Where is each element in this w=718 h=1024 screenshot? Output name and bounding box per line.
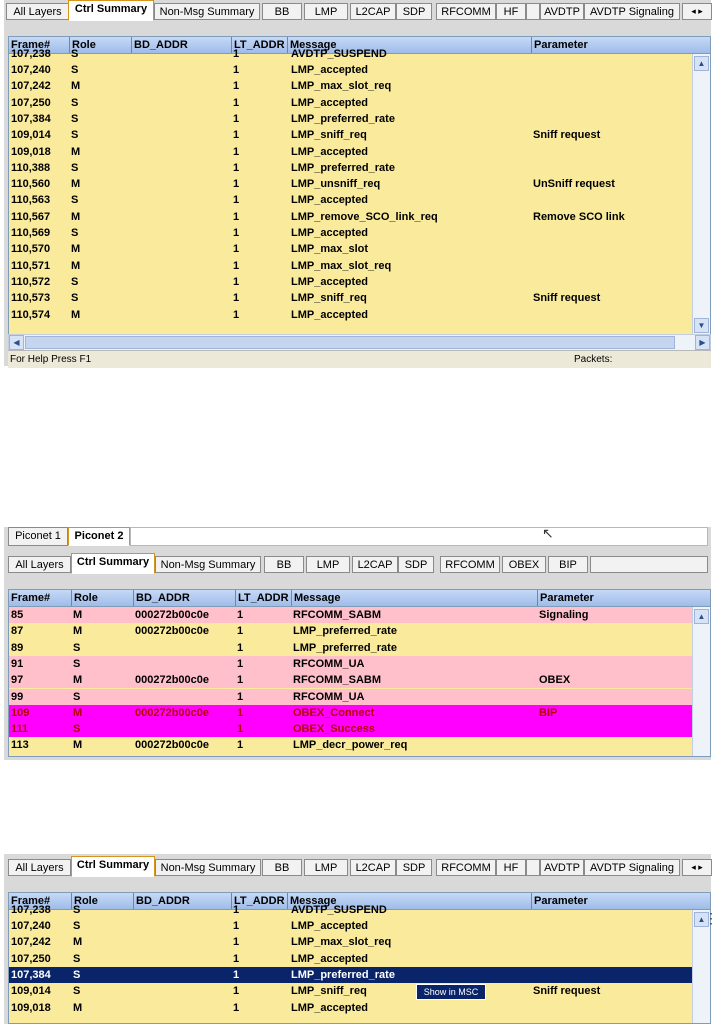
col-lt-addr[interactable]: LT_ADDR	[235, 590, 291, 606]
cell-frame: 85	[11, 609, 24, 621]
tab-rfcomm[interactable]: RFCOMM	[436, 859, 496, 876]
layer-tabs	[4, 856, 711, 878]
status-packets: Packets:	[574, 354, 613, 365]
cell-message: AVDTP_SUSPEND	[291, 48, 387, 60]
table-row[interactable]	[9, 241, 710, 257]
cell-message: LMP_preferred_rate	[293, 641, 397, 654]
table-row[interactable]	[9, 95, 710, 111]
vertical-scrollbar[interactable]	[692, 54, 710, 335]
cell-param: Sniff request	[533, 985, 601, 998]
cell-message: LMP_accepted	[291, 920, 369, 932]
cell-message: LMP_max_slot	[291, 243, 369, 256]
cell-bd: 000272b00c0e	[135, 739, 210, 752]
table-row[interactable]	[9, 127, 710, 143]
table-row[interactable]	[9, 737, 710, 753]
scroll-right-icon[interactable]: ▶	[695, 335, 710, 350]
cell-bd: 000272b00c0e	[135, 674, 210, 687]
cell-lt: 1	[233, 920, 240, 932]
cell-lt: 1	[233, 129, 240, 142]
cell-lt: 1	[233, 308, 240, 321]
cell-message: LMP_accepted	[291, 194, 369, 207]
cell-role: S	[73, 920, 81, 932]
cell-lt: 1	[233, 904, 240, 916]
cell-role: M	[71, 243, 81, 256]
cell-frame: 110,571	[11, 259, 51, 272]
cell-frame: 99	[11, 690, 24, 703]
col-role[interactable]: Role	[71, 893, 133, 909]
cell-frame: 89	[11, 641, 24, 654]
cell-role: S	[73, 657, 81, 670]
cell-role: M	[73, 625, 83, 638]
cell-param: BIP	[539, 706, 558, 719]
table-row[interactable]	[9, 623, 710, 639]
cell-frame: 87	[11, 625, 24, 638]
table-row[interactable]	[9, 290, 710, 306]
cell-frame: 107,240	[11, 64, 51, 76]
cell-message: LMP_max_slot_req	[291, 259, 392, 272]
tab-ctrl-summary[interactable]: Ctrl Summary	[71, 856, 155, 877]
cell-lt: 1	[233, 952, 240, 965]
cell-message: RFCOMM_UA	[293, 657, 365, 670]
tab-lmp[interactable]: LMP	[304, 859, 348, 876]
tab-lmp[interactable]: LMP	[304, 3, 348, 20]
cell-role: S	[71, 48, 79, 60]
capture-panel-1	[4, 0, 711, 366]
tab-l2cap[interactable]: L2CAP	[352, 556, 398, 573]
col-bd-addr[interactable]: BD_ADDR	[133, 590, 235, 606]
cell-frame: 107,384	[11, 112, 51, 125]
cell-role: S	[73, 641, 81, 654]
cell-role: M	[73, 706, 83, 719]
col-message[interactable]: Message	[291, 590, 537, 606]
tab-rfcomm[interactable]: RFCOMM	[436, 3, 496, 20]
cell-frame: 110,573	[11, 292, 51, 305]
cell-frame: 109	[11, 706, 30, 719]
table-row[interactable]	[9, 607, 710, 623]
tab-l2cap[interactable]: L2CAP	[350, 3, 396, 20]
status-bar	[8, 350, 711, 368]
tab-all-layers[interactable]: All Layers	[8, 859, 71, 876]
col-message[interactable]: Message	[287, 37, 531, 53]
cell-message: LMP_accepted	[291, 1001, 369, 1014]
cell-frame: 110,388	[11, 161, 51, 174]
scroll-down-icon[interactable]: ▼	[694, 318, 709, 333]
cell-frame: 109,014	[11, 129, 51, 142]
context-menu-show-in-msc[interactable]: Show in MSC	[416, 984, 486, 1000]
cell-role: S	[71, 194, 79, 207]
cell-frame: 110,569	[11, 227, 51, 239]
cell-role: M	[71, 210, 81, 223]
cell-message: LMP_max_slot_req	[291, 936, 392, 949]
tab-sdp[interactable]: SDP	[398, 556, 434, 573]
scroll-up-icon[interactable]: ▲	[694, 609, 709, 624]
tab-hf[interactable]: HF	[496, 859, 526, 876]
cell-frame: 107,240	[11, 920, 51, 932]
cell-lt: 1	[237, 657, 244, 670]
tab-ctrl-summary[interactable]: Ctrl Summary	[71, 553, 155, 574]
piconet-tabs	[4, 527, 711, 549]
col-frame[interactable]: Frame#	[11, 39, 51, 51]
table-row[interactable]	[9, 951, 710, 967]
tab-non-msg-summary[interactable]: Non-Msg Summary	[154, 3, 260, 20]
capture-panel-2	[4, 527, 711, 760]
cell-role: M	[71, 178, 81, 191]
table-header	[9, 590, 710, 607]
tab-rfcomm[interactable]: RFCOMM	[440, 556, 500, 573]
cell-role: S	[73, 904, 81, 916]
scroll-up-icon[interactable]: ▲	[694, 56, 709, 71]
cell-role: S	[73, 968, 81, 981]
cell-param: UnSniff request	[533, 178, 615, 191]
table-row-partial[interactable]	[9, 48, 710, 62]
cell-frame: 107,384	[11, 968, 51, 981]
cell-role: M	[71, 80, 81, 93]
col-parameter[interactable]: Parameter	[537, 590, 695, 606]
cell-lt: 1	[233, 210, 240, 223]
cell-message: LMP_accepted	[291, 275, 369, 288]
cell-frame: 113	[11, 739, 29, 752]
cell-lt: 1	[237, 706, 244, 719]
cell-lt: 1	[237, 739, 244, 752]
cell-frame: 107,242	[11, 936, 51, 949]
cell-lt: 1	[233, 194, 240, 207]
cell-frame: 97	[11, 674, 24, 687]
cell-message: LMP_accepted	[291, 308, 369, 321]
cell-role: M	[71, 259, 81, 272]
cell-lt: 1	[237, 674, 244, 687]
table-row[interactable]	[9, 225, 710, 241]
table-row[interactable]	[9, 78, 710, 94]
table-row[interactable]	[9, 934, 710, 950]
cell-lt: 1	[237, 690, 244, 703]
cell-role: S	[73, 690, 81, 703]
cell-param: Sniff request	[533, 129, 601, 142]
status-help-text: For Help Press F1	[10, 354, 92, 365]
tab-all-layers[interactable]: All Layers	[6, 3, 69, 20]
table-row[interactable]	[9, 1000, 710, 1016]
cell-message: LMP_preferred_rate	[291, 161, 395, 174]
tab-empty[interactable]	[590, 556, 708, 573]
cell-role: M	[73, 1001, 83, 1014]
cell-role: S	[71, 227, 79, 239]
table-row[interactable]	[9, 111, 710, 127]
cell-message: OBEX_Success	[293, 723, 375, 736]
cell-frame: 107,250	[11, 96, 51, 109]
tab-scroll-arrows[interactable]: ◂ ▸	[682, 859, 712, 876]
cell-lt: 1	[237, 723, 244, 736]
cell-lt: 1	[233, 968, 240, 981]
cell-message: LMP_unsniff_req	[291, 178, 381, 191]
scroll-thumb[interactable]	[25, 336, 675, 349]
tab-bb[interactable]: BB	[264, 556, 304, 573]
tab-piconet-1[interactable]: Piconet 1	[8, 527, 68, 546]
table-row[interactable]	[9, 176, 710, 192]
cell-lt: 1	[237, 609, 244, 621]
cell-message: LMP_decr_power_req	[293, 739, 408, 752]
cell-frame: 110,563	[11, 194, 51, 207]
cell-lt: 1	[233, 96, 240, 109]
frame-table	[8, 892, 711, 1024]
table-row[interactable]	[9, 209, 710, 225]
table-row[interactable]	[9, 62, 710, 78]
cell-frame: 110,572	[11, 275, 51, 288]
cell-frame: 109,018	[11, 1001, 51, 1014]
cell-role: M	[73, 739, 83, 752]
cell-message: LMP_accepted	[291, 64, 369, 76]
cell-param: Signaling	[539, 609, 589, 621]
cell-lt: 1	[233, 243, 240, 256]
cell-bd: 000272b00c0e	[135, 609, 210, 621]
col-lt-addr[interactable]: LT_ADDR	[231, 893, 287, 909]
tab-non-msg-summary[interactable]: Non-Msg Summary	[155, 556, 261, 573]
cell-message: LMP_preferred_rate	[291, 112, 395, 125]
tab-avdtp-signaling[interactable]: AVDTP Signaling	[584, 859, 680, 876]
cell-message: LMP_accepted	[291, 145, 369, 158]
col-parameter[interactable]: Parameter	[531, 893, 695, 909]
cell-role: S	[71, 292, 79, 305]
cell-lt: 1	[233, 145, 240, 158]
tab-sdp[interactable]: SDP	[396, 3, 432, 20]
table-row[interactable]	[9, 721, 710, 737]
table-row[interactable]	[9, 160, 710, 176]
table-row[interactable]	[9, 967, 710, 983]
cell-message: LMP_accepted	[291, 96, 369, 109]
cell-message: RFCOMM_SABM	[293, 609, 381, 621]
col-role[interactable]: Role	[71, 590, 133, 606]
cell-lt: 1	[233, 985, 240, 998]
tab-non-msg-summary[interactable]: Non-Msg Summary	[155, 859, 261, 876]
tab-piconet-2[interactable]: Piconet 2	[68, 527, 130, 546]
col-parameter[interactable]: Parameter	[531, 37, 695, 53]
cell-role: S	[71, 96, 79, 109]
cell-frame: 110,567	[11, 210, 51, 223]
col-role[interactable]: Role	[69, 37, 131, 53]
cell-message: RFCOMM_UA	[293, 690, 365, 703]
tab-bip[interactable]: BIP	[548, 556, 588, 573]
cell-role: M	[73, 609, 83, 621]
cell-lt: 1	[233, 48, 240, 60]
cell-frame: 107,250	[11, 952, 51, 965]
table-row[interactable]	[9, 705, 710, 721]
cell-lt: 1	[233, 161, 240, 174]
table-row[interactable]	[9, 144, 710, 160]
table-row[interactable]	[9, 689, 710, 705]
table-row[interactable]	[9, 274, 710, 290]
cell-role: M	[73, 936, 83, 949]
cell-message: LMP_preferred_rate	[293, 625, 397, 638]
cell-lt: 1	[233, 227, 240, 239]
cell-lt: 1	[233, 178, 240, 191]
piconet-tab-strip	[130, 527, 708, 546]
cell-message: OBEX_Connect	[293, 706, 375, 719]
cell-frame: 109,014	[11, 985, 51, 998]
cell-message: RFCOMM_SABM	[293, 674, 381, 687]
cell-role: S	[71, 275, 79, 288]
cell-lt: 1	[237, 625, 244, 638]
cell-frame: 110,560	[11, 178, 51, 191]
cell-role: M	[71, 308, 81, 321]
tab-avdtp-signaling[interactable]: AVDTP Signaling	[584, 3, 680, 20]
cell-lt: 1	[233, 936, 240, 949]
table-row[interactable]	[9, 258, 710, 274]
cell-lt: 1	[233, 1001, 240, 1014]
cell-message: LMP_sniff_req	[291, 985, 367, 998]
frame-table	[8, 36, 711, 336]
cell-message: LMP_max_slot_req	[291, 80, 392, 93]
table-row[interactable]	[9, 672, 710, 688]
table-row[interactable]	[9, 918, 710, 934]
cell-role: S	[71, 112, 79, 125]
cell-message: AVDTP_SUSPEND	[291, 904, 387, 916]
cell-role: S	[71, 129, 79, 142]
cell-lt: 1	[233, 80, 240, 93]
mouse-pointer-icon: ↖	[542, 525, 554, 541]
cell-lt: 1	[233, 292, 240, 305]
cell-lt: 1	[237, 641, 244, 654]
cell-message: LMP_accepted	[291, 227, 369, 239]
tab-bb[interactable]: BB	[262, 3, 302, 20]
cell-message: LMP_preferred_rate	[291, 968, 395, 981]
table-row[interactable]	[9, 640, 710, 656]
horizontal-scrollbar[interactable]	[8, 334, 711, 351]
tab-avdtp[interactable]: AVDTP	[540, 859, 584, 876]
cell-role: S	[73, 723, 81, 736]
col-lt-addr[interactable]: LT_ADDR	[231, 37, 287, 53]
cell-frame: 109,018	[11, 145, 51, 158]
table-row-partial[interactable]	[9, 904, 710, 918]
tab-scroll-arrows[interactable]: ◂ ▸	[682, 3, 712, 20]
table-row[interactable]	[9, 192, 710, 208]
tab-lmp[interactable]: LMP	[306, 556, 350, 573]
frame-table	[8, 589, 711, 757]
tab-all-layers[interactable]: All Layers	[8, 556, 71, 573]
tab-hf[interactable]: HF	[496, 3, 526, 20]
cell-frame: 107,238	[11, 904, 51, 916]
cell-bd: 000272b00c0e	[135, 625, 210, 638]
cell-role: S	[71, 161, 79, 174]
cell-frame: 111	[11, 723, 29, 736]
cell-param: Remove SCO link	[533, 210, 625, 223]
table-row[interactable]	[9, 983, 710, 999]
tab-obex[interactable]: OBEX	[502, 556, 546, 573]
cell-role: S	[71, 64, 79, 76]
table-row[interactable]	[9, 656, 710, 672]
cell-message: LMP_remove_SCO_link_req	[291, 210, 438, 223]
scroll-up-icon[interactable]: ▲	[694, 912, 709, 927]
cell-param: Sniff request	[533, 292, 601, 305]
tab-l2cap[interactable]: L2CAP	[350, 859, 396, 876]
cell-message: LMP_sniff_req	[291, 292, 367, 305]
cell-role: M	[73, 674, 83, 687]
cell-frame: 107,238	[11, 48, 51, 60]
layer-tabs	[4, 553, 711, 575]
tab-empty[interactable]	[526, 859, 540, 876]
cell-frame: 91	[11, 657, 24, 670]
col-message[interactable]: Message	[287, 893, 531, 909]
table-row[interactable]	[9, 307, 710, 323]
cell-lt: 1	[233, 275, 240, 288]
capture-panel-3	[4, 854, 718, 1024]
col-bd-addr[interactable]: BD_ADDR	[133, 893, 231, 909]
cell-bd: 000272b00c0e	[135, 706, 210, 719]
cell-message: LMP_sniff_req	[291, 129, 367, 142]
tab-empty[interactable]	[526, 3, 540, 20]
cell-lt: 1	[233, 64, 240, 76]
cell-param: OBEX	[539, 674, 571, 687]
tab-avdtp[interactable]: AVDTP	[540, 3, 584, 20]
cell-lt: 1	[233, 112, 240, 125]
col-frame[interactable]: Frame#	[11, 895, 51, 907]
cell-lt: 1	[233, 259, 240, 272]
cell-role: S	[73, 985, 81, 998]
cell-frame: 110,570	[11, 243, 51, 256]
cell-message: LMP_accepted	[291, 952, 369, 965]
layer-tabs	[4, 0, 711, 22]
cell-frame: 110,574	[11, 308, 51, 321]
vertical-scrollbar[interactable]	[692, 607, 710, 756]
cell-role: S	[73, 952, 81, 965]
tab-sdp[interactable]: SDP	[396, 859, 432, 876]
col-frame[interactable]: Frame#	[11, 592, 51, 604]
scroll-left-icon[interactable]: ◀	[9, 335, 24, 350]
cell-role: M	[71, 145, 81, 158]
tab-bb[interactable]: BB	[262, 859, 302, 876]
col-bd-addr[interactable]: BD_ADDR	[131, 37, 231, 53]
cell-frame: 107,242	[11, 80, 51, 93]
tab-ctrl-summary[interactable]: Ctrl Summary	[68, 0, 154, 21]
text-cursor-icon: ⋮	[704, 910, 718, 926]
